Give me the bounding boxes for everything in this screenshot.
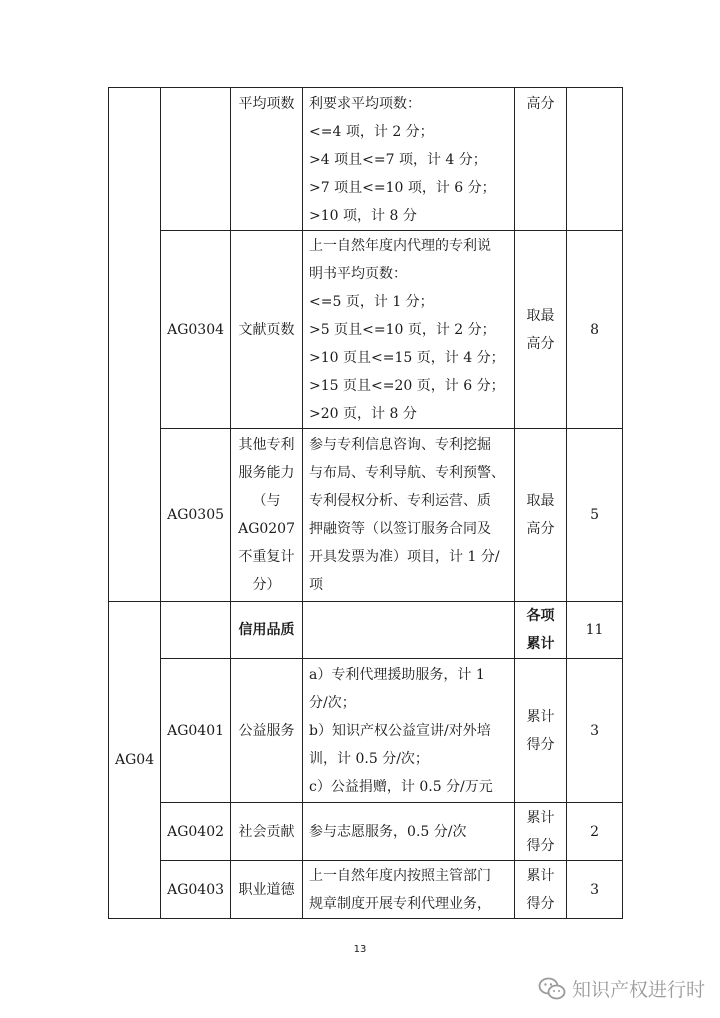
indicator-criteria: a）专利代理援助服务，计 1 分/次； b）知识产权公益宣讲/对外培 训，计 0.5 分/次； c）公益捐赠，计 0.5 分/万元 <box>303 659 515 803</box>
max-score: 3 <box>567 861 623 919</box>
indicator-code: AG0402 <box>161 803 231 861</box>
category-name: 信用品质 <box>231 602 303 659</box>
indicator-criteria <box>303 602 515 659</box>
table-row <box>109 861 623 919</box>
table-row <box>109 659 623 803</box>
indicator-code: AG0304 <box>161 231 231 429</box>
indicator-name: 平均项数 <box>231 88 303 231</box>
indicator-name: 职业道德 <box>231 861 303 919</box>
indicator-code: AG0305 <box>161 429 231 602</box>
indicator-name: 其他专利 服务能力 （与 AG0207 不重复计 分） <box>231 429 303 602</box>
indicator-name: 公益服务 <box>231 659 303 803</box>
indicator-name: 社会贡献 <box>231 803 303 861</box>
indicator-criteria: 利要求平均项数： <=4 项，计 2 分； >4 项且<=7 项，计 4 分； >7 项且<=10 项，计 6 分； >10 项，计 8 分 <box>303 88 515 231</box>
max-score: 3 <box>567 659 623 803</box>
indicator-name: 文献页数 <box>231 231 303 429</box>
group-code-ag04: AG04 <box>109 602 161 919</box>
scoring-table <box>108 87 623 919</box>
scoring-method: 高分 <box>515 88 567 231</box>
page-number: 13 <box>353 944 367 955</box>
scoring-method: 各项 累计 <box>515 602 567 659</box>
indicator-code <box>161 88 231 231</box>
table-row <box>109 429 623 602</box>
max-score <box>567 88 623 231</box>
scoring-method: 累计 得分 <box>515 659 567 803</box>
group-cell-ag03 <box>109 88 161 602</box>
table-row <box>109 602 623 659</box>
max-score: 8 <box>567 231 623 429</box>
watermark <box>538 975 705 1002</box>
indicator-code: AG0401 <box>161 659 231 803</box>
scoring-method: 取最 高分 <box>515 231 567 429</box>
table-row <box>109 803 623 861</box>
table-row <box>109 88 623 231</box>
wechat-icon <box>538 977 566 1001</box>
scoring-method: 取最 高分 <box>515 429 567 602</box>
indicator-criteria: 参与志愿服务，0.5 分/次 <box>303 803 515 861</box>
indicator-criteria: 参与专利信息咨询、专利挖掘 与布局、专利导航、专利预警、 专利侵权分析、专利运营、质 押融资等（以签订服务合同及 开具发票为准）项目，计 1 分/ 项 <box>303 429 515 602</box>
indicator-code <box>161 602 231 659</box>
indicator-code: AG0403 <box>161 861 231 919</box>
table-row <box>109 231 623 429</box>
watermark-text: 知识产权进行时 <box>572 979 706 1001</box>
max-score: 11 <box>567 602 623 659</box>
max-score: 5 <box>567 429 623 602</box>
max-score: 2 <box>567 803 623 861</box>
indicator-criteria: 上一自然年度内代理的专利说 明书平均页数： <=5 页，计 1 分； >5 页且<=10 页，计 2 分； >10 页且<=15 页，计 4 分； >15 页且<=20 页，计 6 分； >20 页，计 8 分 <box>303 231 515 429</box>
scoring-method: 累计 得分 <box>515 861 567 919</box>
indicator-criteria: 上一自然年度内按照主管部门 规章制度开展专利代理业务， <box>303 861 515 919</box>
scoring-method: 累计 得分 <box>515 803 567 861</box>
